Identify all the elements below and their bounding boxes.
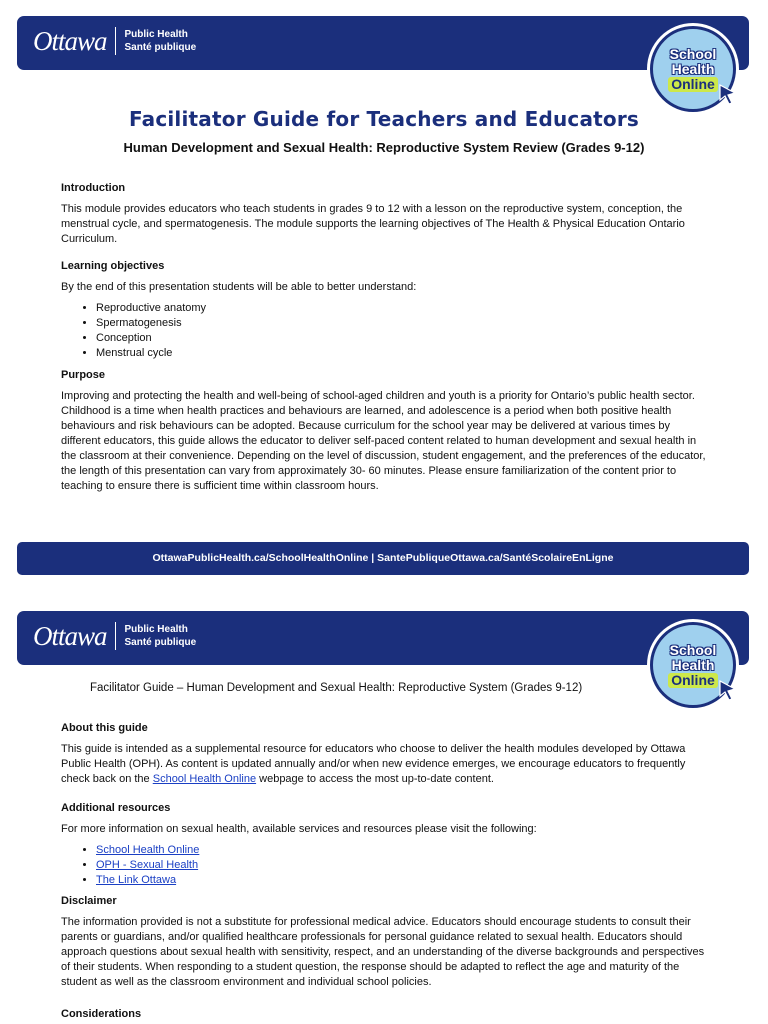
purpose-section: [61, 368, 711, 494]
logo-text: [125, 623, 197, 649]
footer-urls[interactable]: OttawaPublicHealth.ca/SchoolHealthOnline | SantePubliqueOttawa.ca/SantéScolaireEnLigne: [152, 552, 614, 564]
header-banner-page-2: [17, 611, 749, 665]
footer-banner[interactable]: [17, 542, 749, 575]
introduction-heading: Introduction: [61, 182, 126, 194]
logo-wordmark: Ottawa: [33, 26, 107, 56]
considerations-heading: Considerations: [61, 1008, 142, 1020]
badge-line-2: Health: [671, 60, 715, 77]
badge-line-2: Health: [671, 656, 715, 673]
cursor-icon: [717, 83, 739, 105]
list-item: • Spermatogenesis: [96, 316, 711, 331]
about-heading: About this guide: [61, 722, 148, 734]
considerations-section: [61, 1007, 711, 1022]
introduction-section: [61, 181, 711, 247]
ottawa-public-health-logo[interactable]: [33, 621, 196, 651]
learning-objectives-list: [61, 301, 711, 361]
ottawa-public-health-logo[interactable]: [33, 26, 196, 56]
cursor-icon: [717, 679, 739, 701]
badge-line-3: Online: [668, 673, 718, 688]
additional-resources-heading: Additional resources: [61, 802, 171, 814]
disclaimer-body: The information provided is not a substitute for professional medical advice. Educators should encourage students to consult their parents or guardians, and/or qualified healthcare professionals for personal guidance related to sexual health. Educators should approach questions about sexual health with sensitivity, respect, and an understanding of the diverse backgrounds and perspectives of their students. When responding to a student question, the response should be adapted to reflect the age and maturity of the student as well as the classroom environment and individual school policies.: [61, 916, 705, 988]
header-banner: [17, 16, 749, 70]
logo-text-fr: Santé publique: [124, 42, 197, 53]
page-subtitle: Human Development and Sexual Health: Reproductive System Review (Grades 9-12): [123, 140, 645, 155]
resources-list: [61, 843, 711, 888]
learning-objectives-lead: By the end of this presentation students will be able to better understand:: [61, 281, 417, 293]
running-header: Facilitator Guide – Human Development and Sexual Health: Reproductive System (Grades 9-12): [90, 682, 583, 694]
about-body: [61, 742, 711, 787]
disclaimer-heading: Disclaimer: [61, 895, 117, 907]
page-title: Facilitator Guide for Teachers and Educators: [128, 107, 640, 131]
resource-link-the-link-ottawa[interactable]: The Link Ottawa: [96, 874, 177, 886]
badge-line-3: Online: [668, 77, 718, 92]
purpose-body: Improving and protecting the health and well-being of school-aged children and youth is a priority for Ontario’s public health sector. Childhood is a time when health practices and behaviours are learned, and adolescence is a period when both positive health behaviours and risk behaviours can be adopted. Because curriculum for the school year may be delivered at various times by different educators, this guide allows the educator to deliver self-paced content related to human development and sexual health in the classroom at their convenience. Depending on the level of discussion, student engagement, and the preferences of the educator, the length of this presentation can vary from approximately 30- 60 minutes. Please ensure familiarization of the content prior to teaching to ensure there is sufficient time within classroom hours.: [61, 390, 706, 492]
list-item: [96, 843, 711, 858]
badge-line-1: School: [669, 641, 717, 658]
additional-resources-section: [61, 801, 711, 888]
about-body-start: This guide is intended as a supplemental resource for educators who choose to deliver the health modules developed by Ottawa Public Health (OPH). As content is updated annually and/or when new evidence emerges, we encourage educators to frequently check back on the: [61, 743, 686, 785]
school-health-online-link[interactable]: School Health Online: [152, 773, 257, 785]
list-item: • Menstrual cycle: [96, 346, 711, 361]
logo-text: [125, 28, 197, 54]
school-health-online-badge[interactable]: [650, 622, 736, 708]
resource-link-school-health-online[interactable]: School Health Online: [96, 844, 200, 856]
list-item: [96, 858, 711, 873]
logo-text-fr: Santé publique: [124, 637, 197, 648]
purpose-heading: Purpose: [61, 369, 106, 381]
resource-link-oph-sexual-health[interactable]: OPH - Sexual Health: [96, 859, 199, 871]
logo-wordmark: Ottawa: [33, 621, 107, 651]
list-item: • Reproductive anatomy: [96, 301, 711, 316]
additional-resources-lead: For more information on sexual health, available services and resources please visit the following:: [61, 823, 537, 835]
logo-text-en: Public Health: [124, 29, 188, 40]
logo-text-en: Public Health: [124, 624, 188, 635]
disclaimer-section: [61, 894, 711, 990]
learning-objectives-section: [61, 259, 711, 361]
logo-divider: [115, 622, 116, 650]
learning-objectives-heading: Learning objectives: [61, 260, 165, 272]
list-item: [96, 873, 711, 888]
list-item: • Conception: [96, 331, 711, 346]
about-section: [61, 721, 711, 787]
about-body-end: webpage to access the most up-to-date content.: [256, 773, 494, 785]
introduction-body: This module provides educators who teach students in grades 9 to 12 with a lesson on the reproductive system, conception, the menstrual cycle, and spermatogenesis. The module supports the learning objectives of The Health & Physical Education Ontario Curriculum.: [61, 203, 685, 245]
school-health-online-badge[interactable]: [650, 26, 736, 112]
badge-line-1: School: [669, 45, 717, 62]
logo-divider: [115, 27, 116, 55]
